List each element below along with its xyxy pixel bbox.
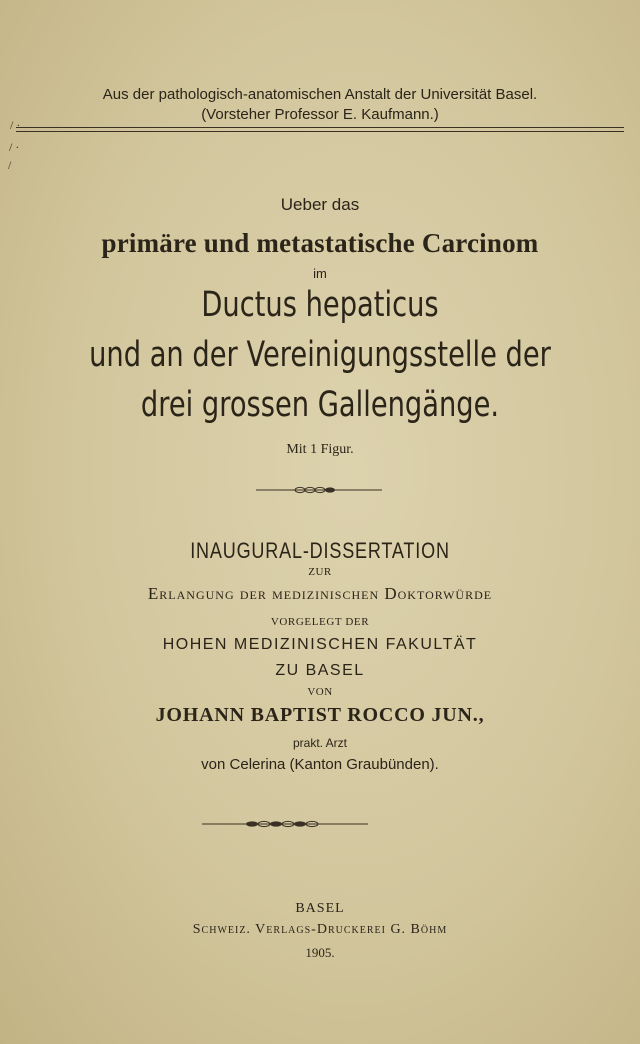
title-line-4: drei grossen Gallengänge. bbox=[140, 385, 500, 425]
institute-line: Aus der pathologisch-anatomischen Anstalt der Universität Basel. bbox=[102, 86, 538, 103]
imprint-publisher: Schweiz. Verlags-Druckerei G. Böhm bbox=[192, 922, 448, 937]
header-rule-bottom bbox=[16, 131, 624, 132]
ort-line: ZU BASEL bbox=[275, 662, 365, 679]
author-title: prakt. Arzt bbox=[292, 736, 348, 750]
author-name: JOHANN BAPTIST ROCCO JUN., bbox=[155, 704, 485, 726]
title-ueber: Ueber das bbox=[280, 195, 360, 214]
erlangung-line: Erlangung der medizinischen Doktorwürde bbox=[147, 584, 493, 603]
vorgelegt-line: VORGELEGT DER bbox=[270, 616, 370, 628]
title-line-3: und an der Vereinigungsstelle der bbox=[89, 335, 551, 375]
ornament-divider bbox=[0, 819, 640, 829]
figure-note: Mit 1 Figur. bbox=[286, 442, 354, 457]
margin-mark: / bbox=[8, 158, 12, 172]
imprint-year: 1905. bbox=[305, 945, 335, 960]
imprint-city: BASEL bbox=[295, 901, 345, 916]
title-line-2: Ductus hepaticus bbox=[201, 285, 439, 325]
director-line: (Vorsteher Professor E. Kaufmann.) bbox=[201, 106, 439, 123]
title-im: im bbox=[313, 266, 327, 281]
margin-mark: / · bbox=[9, 140, 20, 154]
dissertation-heading: INAUGURAL-DISSERTATION bbox=[190, 538, 450, 563]
zur-line: ZUR bbox=[308, 566, 332, 578]
von-line: VON bbox=[307, 686, 333, 698]
author-origin: von Celerina (Kanton Graubünden). bbox=[201, 756, 439, 773]
fakultaet-line: HOHEN MEDIZINISCHEN FAKULTÄT bbox=[162, 636, 478, 653]
ornament-divider bbox=[0, 485, 640, 495]
header-rule-top bbox=[16, 127, 624, 128]
title-line-1: primäre und metastatische Carcinom bbox=[101, 228, 539, 258]
margin-mark: / · bbox=[10, 118, 21, 132]
